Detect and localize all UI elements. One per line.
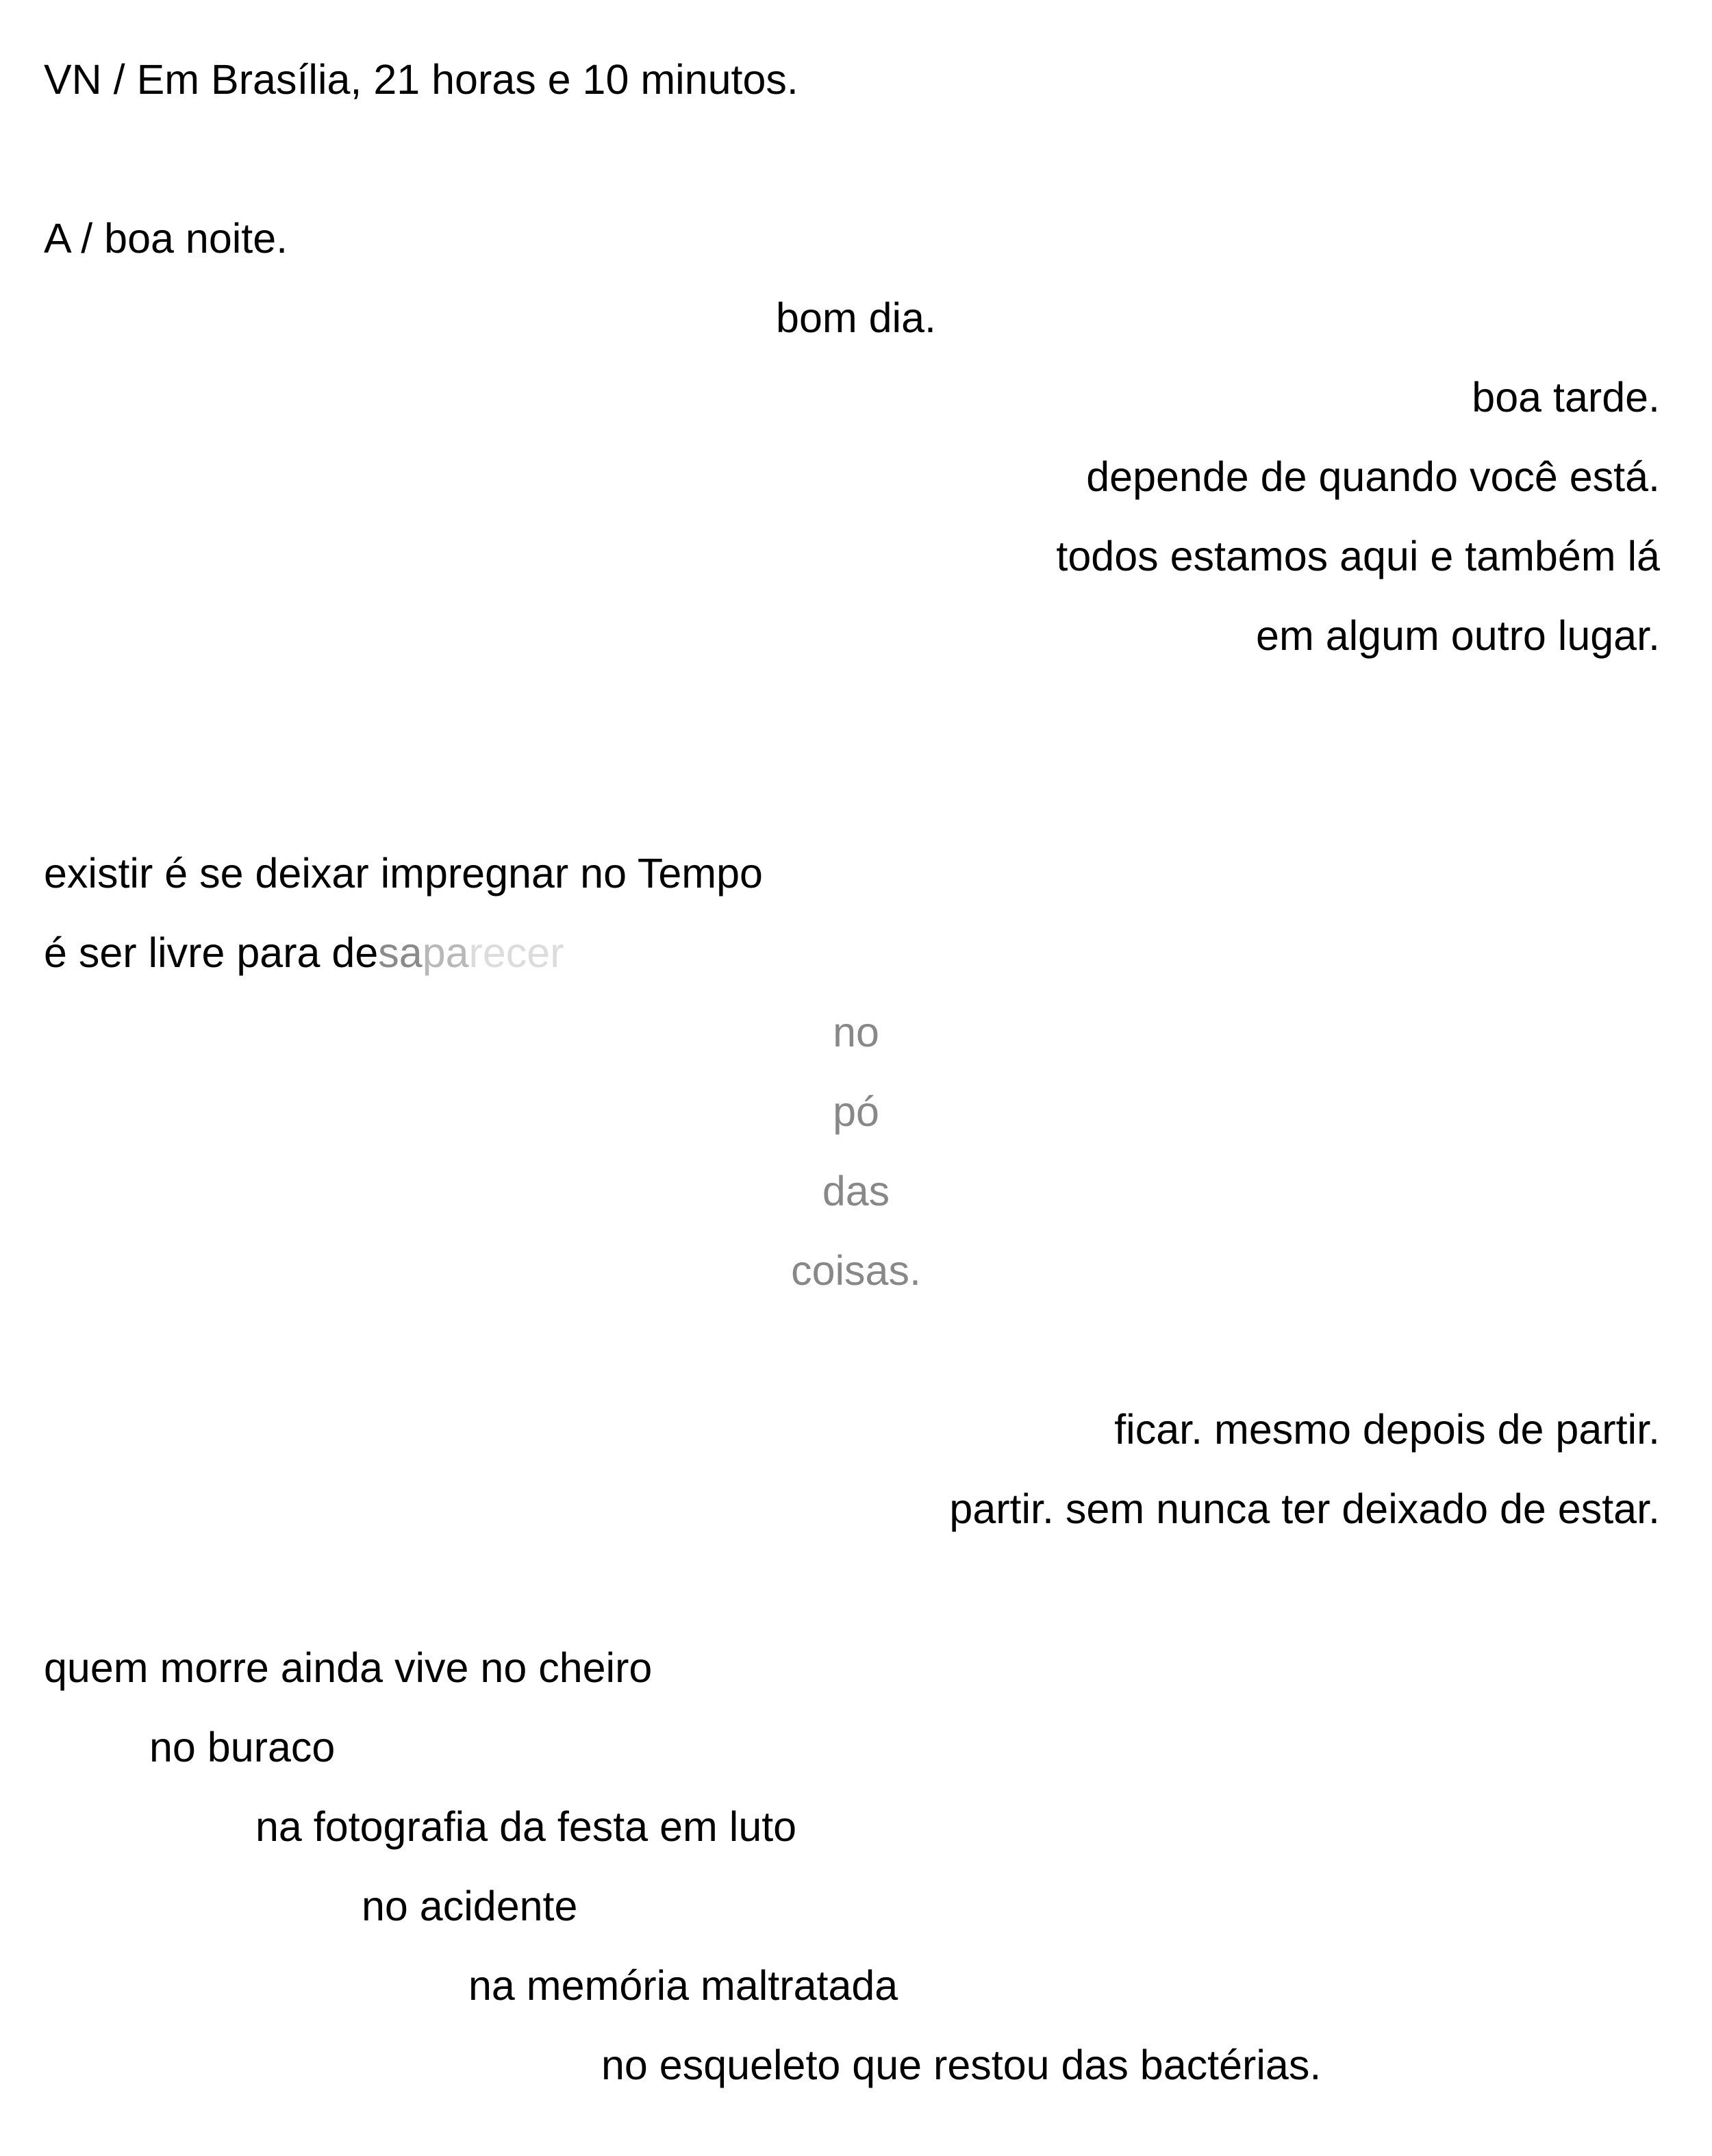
greeting-em-algum: em algum outro lugar. — [1256, 612, 1660, 659]
header-line: VN / Em Brasília, 21 horas e 10 minutos. — [44, 56, 798, 103]
quem-morre-line-3: na fotografia da festa em luto — [255, 1803, 797, 1850]
falling-word-no: no — [833, 1009, 879, 1055]
existir-fade-2: pa — [422, 929, 469, 976]
existir-line-2 — [44, 929, 564, 976]
falling-word-coisas: coisas. — [791, 1247, 921, 1294]
greeting-boa-tarde: boa tarde. — [1472, 374, 1660, 421]
quem-morre-line-1: quem morre ainda vive no cheiro — [44, 1644, 653, 1691]
greeting-todos: todos estamos aqui e também lá — [1056, 533, 1660, 579]
greeting-depende: depende de quando você está. — [1086, 453, 1660, 500]
existir-fade-1: sa — [378, 929, 423, 976]
greeting-bom-dia: bom dia. — [776, 294, 936, 341]
quem-morre-line-4: no acidente — [362, 1883, 578, 1929]
existir-line-1: existir é se deixar impregnar no Tempo — [44, 850, 763, 897]
quem-morre-line-6: no esqueleto que restou das bactérias. — [601, 2042, 1322, 2088]
quem-morre-line-2: no buraco — [149, 1724, 336, 1770]
greeting-boa-noite: A / boa noite. — [44, 215, 288, 262]
falling-word-po: pó — [833, 1088, 879, 1135]
quem-morre-line-5: na memória maltratada — [468, 1962, 898, 2009]
falling-word-das: das — [822, 1168, 890, 1214]
existir-line-2-start: é ser livre para de — [44, 929, 379, 976]
existir-fade-3: recer — [468, 929, 564, 976]
ficar-line-1: ficar. mesmo depois de partir. — [1114, 1406, 1660, 1453]
ficar-line-2: partir. sem nunca ter deixado de estar. — [949, 1486, 1660, 1532]
